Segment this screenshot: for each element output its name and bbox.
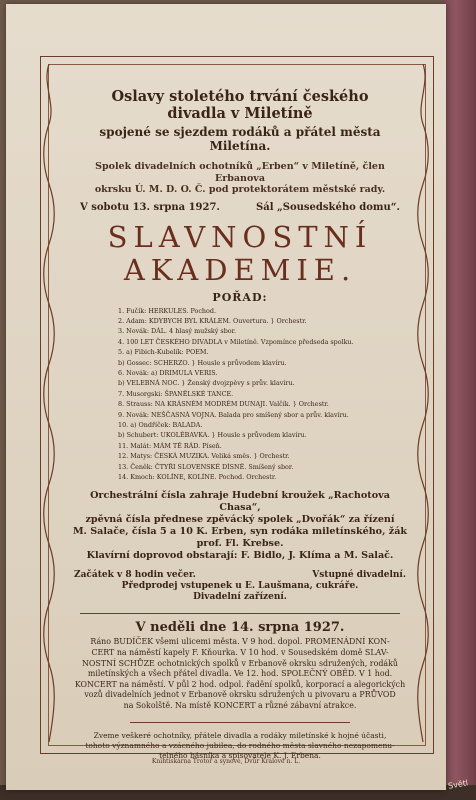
sunday-line: miletínských a všech přátel divadla. Ve 12. hod. SPOLEČNÝ OBĚD. V 1 hod. (87, 669, 393, 679)
sunday-title: V neděli dne 14. srpna 1927. (135, 620, 345, 636)
title-line-2: AKADEMIE. (123, 252, 357, 287)
closing-line: Zveme veškeré ochotníky, přátele divadla a rodáky miletínské k hojné účasti, (93, 730, 387, 740)
divider (80, 613, 400, 614)
program-item: 14. Kmoch: KOLÍNE, KOLÍNE. Pochod. Orchestr. (118, 473, 277, 481)
program-item: b) Gossec: SCHERZO. } Housle s průvodem klavíru. (118, 358, 287, 367)
program-item: 13. Čeněk: ČTYŘI SLOVENSKÉ DÍSNĚ. Smíšený sbor. (118, 462, 294, 471)
program-item: 12. Matys: ČESKÁ MUZIKA. Veliká směs. } Orchestr. (118, 452, 290, 461)
program-item: 8. Strauss: NA KRÁSNÉM MODRÉM DUNAJI. Valčík. } Orchestr. (118, 400, 329, 409)
program-item: 4. 100 LET ČESKÉHO DIVADLA v Miletíně. Vzpomínce předseda spolku. (118, 337, 354, 346)
program-item: 9. Novák: NEŠČASNÁ VOJNA. Balada pro smíšený sbor a prův. klavíru. (118, 410, 349, 419)
program-item: 11. Malát: MÁM TĚ RÁD. Píseň. (118, 441, 222, 450)
decor: Divadelní zařízení. (193, 592, 287, 603)
date-row (80, 202, 400, 213)
background-right (442, 0, 476, 800)
orchestra-line: prof. Fl. Krebse. (196, 538, 284, 550)
presale: Předprodej vstupenek u E. Laušmana, cukráře. (121, 581, 359, 592)
info-block (70, 570, 410, 603)
entry-fee: Vstupné divadelní. (312, 570, 406, 581)
orchestra-block (70, 490, 410, 562)
program-item: 1. Fučík: HERKULES. Pochod. (118, 306, 217, 315)
date-right: Sál „Sousedského domu“. (256, 201, 400, 213)
closing-line: telného básníka a spisovatele K. J. Erbena. (159, 750, 321, 760)
date-left: V sobotu 13. srpna 1927. (80, 201, 220, 213)
header-line-4: Miletína. (209, 139, 271, 153)
orchestra-line: Orchestrální čísla zahraje Hudební kroužek „Rachotova Chasa“, (90, 490, 390, 514)
orchestra-line: Klavírní doprovod obstarají: F. Bidlo, J. Klíma a M. Salač. (86, 550, 394, 562)
program-list (118, 306, 410, 483)
info-row (70, 570, 410, 581)
title-line-1: SLAVNOSTNÍ (107, 219, 373, 254)
sunday-line: vozů divadelních jednot v Erbanově okrsku sdružených u pivovaru a PRŮVOD (84, 690, 396, 700)
header-line-2: divadla v Miletíně (167, 105, 313, 122)
spolek-line-1: Spolek divadelních ochotníků „Erben“ v Miletíně, člen Erbanova (95, 161, 385, 184)
sunday-line: KONCERT na náměstí. V půl 2 hod. odpol. řadění spolků, korporací a alegorických (74, 679, 406, 689)
poster-sheet (6, 4, 446, 790)
program-item: 7. Musorgski: ŠPANĚLSKÉ TANCE. (118, 389, 234, 398)
program-item: 3. Novák: DÁL. 4 hlasý mužský sbor. (118, 327, 237, 336)
divider (130, 722, 350, 723)
program-item: b) Schubert: UKOLÉBAVKA. } Housle s průvodem klavíru. (118, 431, 307, 440)
right-vine-ornament (416, 64, 430, 742)
spolek-line-2: okrsku Ú. M. D. O. Č. pod protektorátem městské rady. (94, 184, 386, 195)
program-heading: POŘAD: (212, 290, 268, 304)
program-item: 5. a) Fibich-Kubelík: POEM. (118, 348, 209, 357)
poster-content (70, 74, 410, 761)
header-line-3: spojené se sjezdem rodáků a přátel města (99, 125, 381, 139)
orchestra-line: M. Salače, čísla 5 a 10 K. Erben, syn rodáka miletínského, žák (72, 526, 408, 538)
closing-line: tohoto významného a vzácného jubilea, do rodného města slavného nezapomenu- (85, 740, 395, 750)
sunday-line: CERT na náměstí kapely F. Kňourka. V 10 hod. v Sousedském domě SLAV- (91, 648, 389, 657)
program-item: 2. Adam: KDYBYCH BYL KRÁLEM. Ouvertura. } Orchestr. (118, 316, 307, 325)
program-item: 10. a) Ondříček: BALADA. (118, 420, 203, 429)
left-vine-ornament (42, 64, 56, 742)
sunday-line: NOSTNÍ SCHŮZE ochotnických spolků v Erbanově okrsku sdružených, rodáků (82, 658, 398, 668)
handwritten-note: Světl (447, 778, 469, 791)
printer-imprint: Knihtiskárna Trotoř a synové, Dvůr Králové n. L. (151, 758, 301, 765)
start-time: Začátek v 8 hodin večer. (74, 570, 196, 581)
header-line-1: Oslavy stoletého trvání českého (111, 88, 369, 105)
orchestra-line: zpěvná čísla přednese zpěvácký spolek „Dvořák“ za řízení (85, 514, 395, 526)
sunday-line: na Sokolště. Na místě KONCERT a různé zábavní atrakce. (123, 700, 357, 710)
closing-invitation (70, 731, 410, 761)
sunday-line: Ráno BUDÍČEK všemi ulicemi města. V 9 hod. dopol. PROMENÁDNÍ KON- (90, 637, 390, 647)
sunday-program (70, 637, 410, 711)
program-item: b) VELEBNÁ NOC. } Ženský dvojzpěvy s prův. klavíru. (118, 379, 295, 388)
program-item: 6. Novák: a) DRIMULA VERIS. (118, 368, 218, 377)
